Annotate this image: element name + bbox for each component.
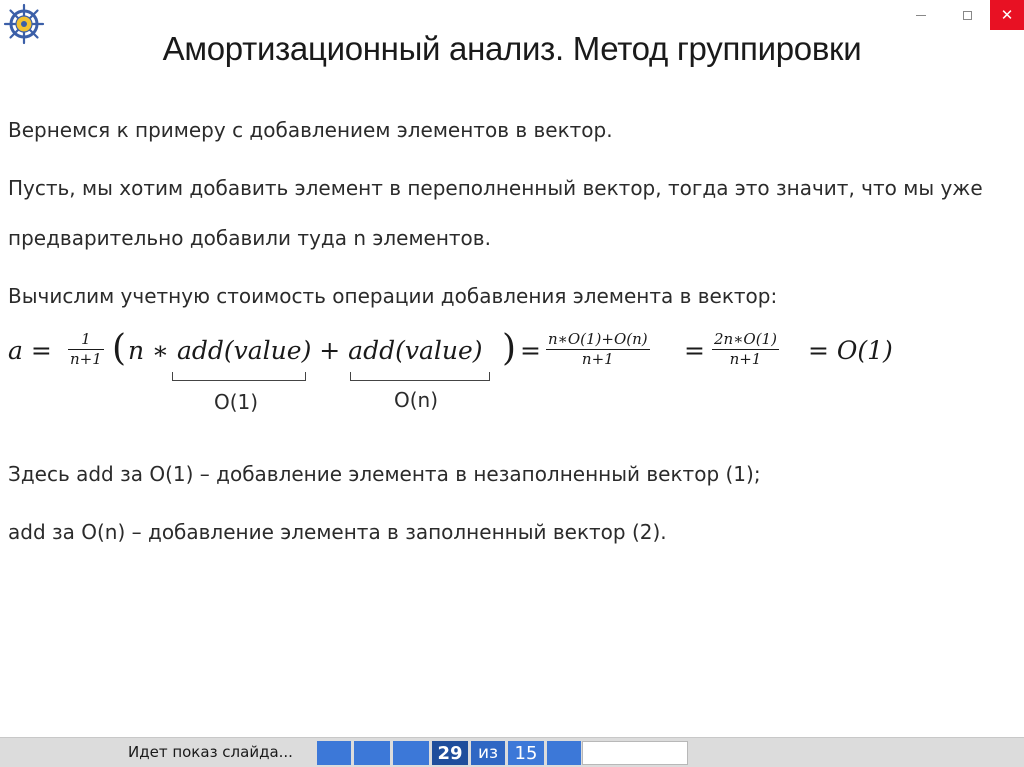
formula-equals-1: = [520, 336, 541, 365]
paragraph-note-2: add за O(n) – добавление элемента в заполненный вектор (2). [8, 520, 667, 544]
paragraph-assumption-line1: Пусть, мы хотим добавить элемент в переполненный вектор, тогда это значит, что мы уже [8, 176, 983, 200]
fraction-1-numerator: 1 [81, 330, 91, 348]
close-button[interactable] [990, 0, 1024, 30]
formula-result: = O(1) [808, 336, 893, 365]
progress-block [547, 741, 581, 765]
window-controls [898, 0, 1024, 30]
fraction-3-numerator: 2n∗O(1) [714, 330, 777, 348]
close-icon: ✕ [1000, 6, 1014, 24]
current-slide-number: 29 [432, 741, 468, 765]
formula-open-paren: ( [112, 328, 127, 369]
formula-fraction-3 [712, 330, 779, 369]
maximize-button[interactable] [944, 0, 990, 30]
minimize-icon [916, 15, 926, 16]
slideshow-status-bar [0, 737, 1024, 767]
formula-close-paren: ) [502, 328, 517, 369]
paragraph-assumption-line2: предварительно добавили туда n элементов. [8, 226, 491, 250]
slide-of-label: из [471, 741, 505, 765]
maximize-icon [963, 11, 972, 20]
progress-remaining [582, 741, 688, 765]
slideshow-status-text: Идет показ слайда... [128, 743, 293, 761]
paragraph-compute: Вычислим учетную стоимость операции добавления элемента в вектор: [8, 284, 778, 308]
formula-lhs: a = [8, 336, 52, 365]
progress-block [354, 741, 390, 765]
paragraph-intro: Вернемся к примеру с добавлением элементов в вектор. [8, 118, 613, 142]
formula-fraction-1 [68, 330, 104, 369]
slide-title: Амортизационный анализ. Метод группировки [162, 30, 862, 67]
fraction-2-numerator: n∗O(1)+O(n) [548, 330, 648, 348]
progress-block [393, 741, 429, 765]
fraction-2-denominator: n+1 [581, 350, 614, 368]
underbrace-1-label: O(1) [214, 390, 259, 414]
fraction-1-denominator: n+1 [70, 350, 102, 368]
progress-block [317, 741, 351, 765]
fraction-3-denominator: n+1 [729, 350, 762, 368]
underbrace-2 [350, 372, 490, 381]
formula-equals-2: = [684, 336, 705, 365]
formula-sum-terms: n ∗ add(value) + add(value) [128, 336, 483, 365]
underbrace-1 [172, 372, 306, 381]
formula-fraction-2 [546, 330, 650, 369]
minimize-button[interactable] [898, 0, 944, 30]
underbrace-2-label: O(n) [394, 388, 439, 412]
paragraph-note-1: Здесь add за O(1) – добавление элемента в незаполненный вектор (1); [8, 462, 761, 486]
total-slides-number: 15 [508, 741, 544, 765]
